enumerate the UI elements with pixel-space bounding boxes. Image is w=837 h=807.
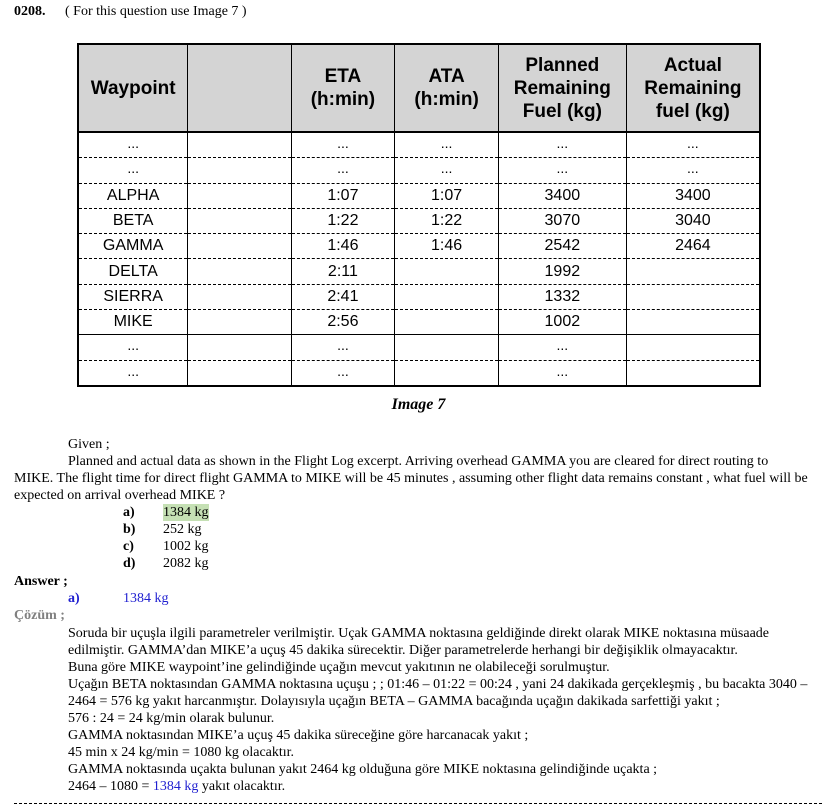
cell-eta: ... xyxy=(291,158,395,183)
given-label: Given ; xyxy=(68,437,110,452)
solution-line-45: 45 min x 24 kg/min = 1080 kg olacaktır. xyxy=(68,745,295,760)
cell-actual-fuel xyxy=(626,335,760,360)
solution-label: Çözüm ; xyxy=(14,608,65,623)
cell-planned-fuel: ... xyxy=(498,158,626,183)
cell-planned-fuel: ... xyxy=(498,335,626,360)
cell-blank xyxy=(188,259,291,284)
cell-waypoint: MIKE xyxy=(78,310,188,335)
solution-line-buna: Buna göre MIKE waypoint’ine gelindiğinde uçağın mevcut yakıtının ne olabileceği sorulmuştur. xyxy=(68,660,610,675)
cell-waypoint: ... xyxy=(78,360,188,386)
cell-actual-fuel: 3040 xyxy=(626,208,760,233)
cell-ata xyxy=(395,360,499,386)
table-body xyxy=(78,132,760,386)
header-blank xyxy=(188,44,291,132)
solution-line-last: GAMMA noktasında uçakta bulunan yakıt 2464 kg olduğuna göre MIKE noktasına gelindiğinde uçakta ; xyxy=(68,762,658,777)
table-row xyxy=(78,335,760,360)
cell-planned-fuel: 3400 xyxy=(498,183,626,208)
solution-para-2: Uçağın BETA noktasından GAMMA noktasına uçuşu ; ; 01:46 – 01:22 = 00:24 , yani 24 dakikada gerçekleşmiş , bu bacakta 3040 – 2464 = 576 kg yakıt harcanmıştır. Dolayısıyla uçağın BETA – GAMMA bacağında uçağın dakikada sarfettiği yakıt ; xyxy=(68,677,808,709)
separator-line xyxy=(14,803,822,804)
flight-log-table xyxy=(77,43,761,387)
solution-line-gamma: GAMMA noktasından MIKE’a uçuş 45 dakika süreceğine göre harcanacak yakıt ; xyxy=(68,728,529,743)
cell-waypoint: ... xyxy=(78,158,188,183)
solution-final-suffix: yakıt olacaktır. xyxy=(198,779,286,794)
cell-ata: 1:07 xyxy=(395,183,499,208)
cell-eta: 1:07 xyxy=(291,183,395,208)
cell-blank xyxy=(188,234,291,259)
question-stem-line1: Planned and actual data as shown in the Flight Log excerpt. Arriving overhead GAMMA you are cleared for direct routing to xyxy=(68,454,769,469)
option-b-label: b) xyxy=(123,522,136,537)
table-row xyxy=(78,158,760,183)
cell-blank xyxy=(188,208,291,233)
cell-actual-fuel: 2464 xyxy=(626,234,760,259)
cell-blank xyxy=(188,183,291,208)
cell-eta: ... xyxy=(291,360,395,386)
answer-value: 1384 kg xyxy=(123,591,169,606)
question-number: 0208. xyxy=(14,4,46,19)
cell-blank xyxy=(188,360,291,386)
cell-waypoint: SIERRA xyxy=(78,284,188,309)
cell-planned-fuel: 1332 xyxy=(498,284,626,309)
option-a-value: 1384 kg xyxy=(163,505,209,520)
table-row xyxy=(78,183,760,208)
cell-blank xyxy=(188,335,291,360)
header-ata: ATA (h:min) xyxy=(395,44,499,132)
cell-actual-fuel xyxy=(626,259,760,284)
cell-waypoint: ... xyxy=(78,335,188,360)
option-c-value: 1002 kg xyxy=(163,539,209,554)
cell-waypoint: ALPHA xyxy=(78,183,188,208)
cell-blank xyxy=(188,158,291,183)
cell-actual-fuel xyxy=(626,310,760,335)
cell-ata: ... xyxy=(395,158,499,183)
option-d-value: 2082 kg xyxy=(163,556,209,571)
cell-planned-fuel: ... xyxy=(498,132,626,158)
cell-actual-fuel: ... xyxy=(626,158,760,183)
cell-eta: 1:46 xyxy=(291,234,395,259)
question-header xyxy=(14,4,247,20)
cell-eta: ... xyxy=(291,335,395,360)
table-row xyxy=(78,234,760,259)
header-waypoint: Waypoint xyxy=(78,44,188,132)
table-header-row xyxy=(78,44,760,132)
cell-ata xyxy=(395,335,499,360)
cell-planned-fuel: ... xyxy=(498,360,626,386)
cell-planned-fuel: 3070 xyxy=(498,208,626,233)
option-a-label: a) xyxy=(123,505,135,520)
answer-option: a) xyxy=(68,591,80,606)
table-row xyxy=(78,360,760,386)
cell-ata: 1:46 xyxy=(395,234,499,259)
cell-planned-fuel: 2542 xyxy=(498,234,626,259)
image-caption: Image 7 xyxy=(391,396,446,413)
table-row xyxy=(78,208,760,233)
cell-actual-fuel xyxy=(626,360,760,386)
answer-label: Answer ; xyxy=(14,574,68,589)
cell-blank xyxy=(188,310,291,335)
cell-eta: 2:56 xyxy=(291,310,395,335)
table-row xyxy=(78,132,760,158)
solution-final-prefix: 2464 – 1080 = xyxy=(68,779,153,794)
option-d-label: d) xyxy=(123,556,136,571)
question-note: ( For this question use Image 7 ) xyxy=(65,4,247,19)
cell-actual-fuel: ... xyxy=(626,132,760,158)
header-planned-fuel: Planned Remaining Fuel (kg) xyxy=(498,44,626,132)
cell-ata xyxy=(395,259,499,284)
solution-final-value: 1384 kg xyxy=(152,779,199,794)
cell-eta: 2:41 xyxy=(291,284,395,309)
table-row xyxy=(78,310,760,335)
cell-actual-fuel xyxy=(626,284,760,309)
cell-eta: 2:11 xyxy=(291,259,395,284)
table-row xyxy=(78,259,760,284)
cell-waypoint: BETA xyxy=(78,208,188,233)
cell-eta: ... xyxy=(291,132,395,158)
cell-waypoint: GAMMA xyxy=(78,234,188,259)
cell-ata xyxy=(395,310,499,335)
cell-waypoint: ... xyxy=(78,132,188,158)
option-c-label: c) xyxy=(123,539,134,554)
cell-blank xyxy=(188,284,291,309)
cell-blank xyxy=(188,132,291,158)
header-actual-fuel: Actual Remaining fuel (kg) xyxy=(626,44,760,132)
solution-para-1: Soruda bir uçuşla ilgili parametreler verilmiştir. Uçak GAMMA noktasına geldiğinde direkt olarak MIKE noktasına müsaade edilmiştir. GAMMA’dan MIKE’a uçuş 45 dakika sürecektir. Diğer parametrelerde herhangi bir değişiklik olmayacaktır. xyxy=(68,626,769,658)
header-eta: ETA (h:min) xyxy=(291,44,395,132)
solution-line-576: 576 : 24 = 24 kg/min olarak bulunur. xyxy=(68,711,275,726)
cell-actual-fuel: 3400 xyxy=(626,183,760,208)
cell-planned-fuel: 1002 xyxy=(498,310,626,335)
cell-ata: 1:22 xyxy=(395,208,499,233)
table-row xyxy=(78,284,760,309)
solution-final xyxy=(68,778,285,795)
question-stem: MIKE. The flight time for direct flight GAMMA to MIKE will be 45 minutes , assuming other flight data remains constant , what fuel will be expected on arrival overhead MIKE ? xyxy=(14,471,808,503)
cell-eta: 1:22 xyxy=(291,208,395,233)
cell-waypoint: DELTA xyxy=(78,259,188,284)
cell-planned-fuel: 1992 xyxy=(498,259,626,284)
cell-ata: ... xyxy=(395,132,499,158)
cell-ata xyxy=(395,284,499,309)
option-b-value: 252 kg xyxy=(163,522,202,537)
